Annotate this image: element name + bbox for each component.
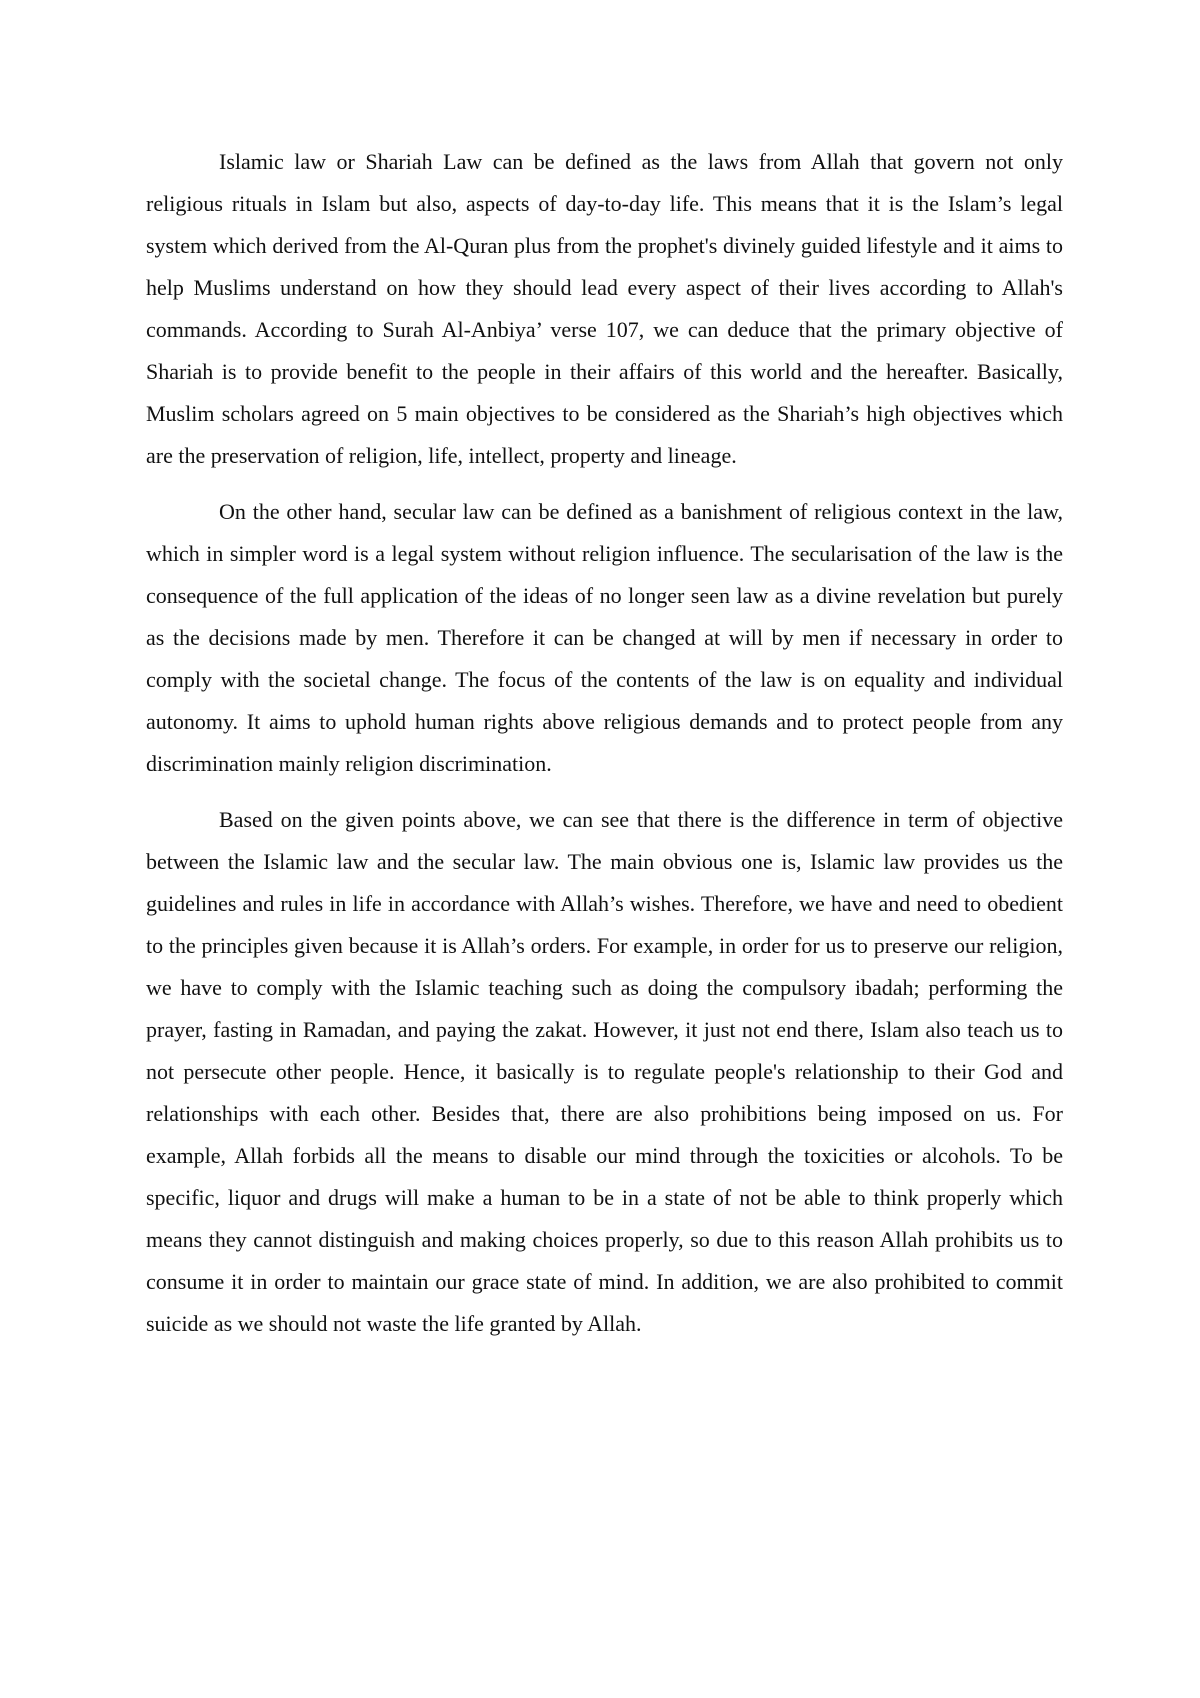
document-body [146, 141, 1063, 1359]
paragraph-islamic-law: Islamic law or Shariah Law can be defined as the laws from Allah that govern not only religious rituals in Islam but also, aspects of day-to-day life. This means that it is the Islam’s legal system which derived from the Al-Quran plus from the prophet's divinely guided lifestyle and it aims to help Muslims understand on how they should lead every aspect of their lives according to Allah's commands. According to Surah Al-Anbiya’ verse 107, we can deduce that the primary objective of Shariah is to provide benefit to the people in their affairs of this world and the hereafter. Basically, Muslim scholars agreed on 5 main objectives to be considered as the Shariah’s high objectives which are the preservation of religion, life, intellect, property and lineage. [146, 149, 1063, 468]
paragraph-difference-in-objective: Based on the given points above, we can see that there is the difference in term of objective between the Islamic law and the secular law. The main obvious one is, Islamic law provides us the guidelines and rules in life in accordance with Allah’s wishes. Therefore, we have and need to obedient to the principles given because it is Allah’s orders. For example, in order for us to preserve our religion, we have to comply with the Islamic teaching such as doing the compulsory ibadah; performing the prayer, fasting in Ramadan, and paying the zakat. However, it just not end there, Islam also teach us to not persecute other people. Hence, it basically is to regulate people's relationship to their God and relationships with each other. Besides that, there are also prohibitions being imposed on us. For example, Allah forbids all the means to disable our mind through the toxicities or alcohols. To be specific, liquor and drugs will make a human to be in a state of not be able to think properly which means they cannot distinguish and making choices properly, so due to this reason Allah prohibits us to consume it in order to maintain our grace state of mind. In addition, we are also prohibited to commit suicide as we should not waste the life granted by Allah. [146, 807, 1063, 1336]
paragraph-secular-law: On the other hand, secular law can be defined as a banishment of religious context in the law, which in simpler word is a legal system without religion influence. The secularisation of the law is the consequence of the full application of the ideas of no longer seen law as a divine revelation but purely as the decisions made by men. Therefore it can be changed at will by men if necessary in order to comply with the societal change. The focus of the contents of the law is on equality and individual autonomy. It aims to uphold human rights above religious demands and to protect people from any discrimination mainly religion discrimination. [146, 499, 1063, 776]
